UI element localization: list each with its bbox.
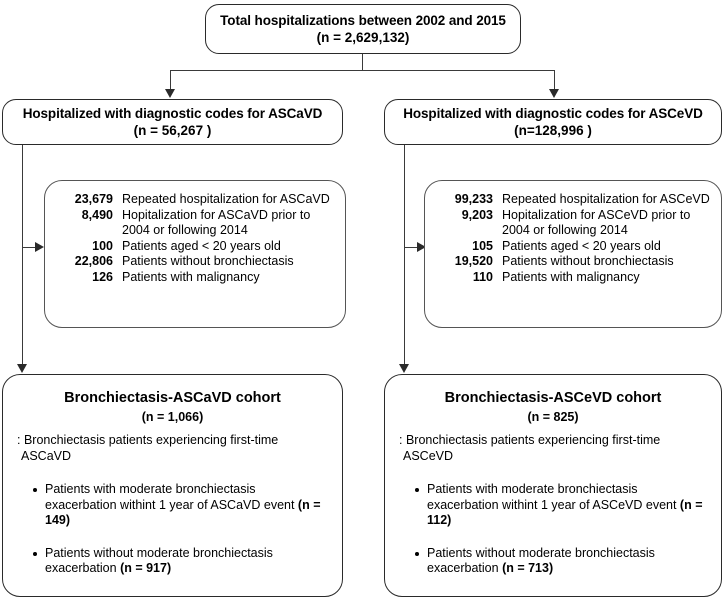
exclusion-row — [431, 270, 711, 286]
connector-top-crossbar — [170, 70, 554, 71]
exclusion-count: 23,679 — [74, 192, 113, 206]
list-item — [45, 546, 328, 577]
exclusion-count: 126 — [92, 269, 113, 284]
ascevd-cohort-bullets — [399, 482, 707, 577]
exclusion-count: 100 — [92, 238, 113, 253]
connector-left-spine — [22, 145, 23, 365]
list-item — [45, 482, 328, 529]
exclusion-count: 99,233 — [454, 192, 493, 206]
bullet-count: (n = 149) — [45, 497, 321, 527]
total-hospitalizations-box — [205, 4, 521, 54]
ascavd-cohort-content — [3, 389, 342, 577]
exclusion-row — [431, 192, 711, 208]
total-hospitalizations-count: (n = 2,629,132) — [316, 29, 410, 45]
arrow-to-left-branch — [165, 89, 175, 98]
ascevd-cohort-title: Bronchiectasis-ASCeVD cohort — [444, 390, 662, 406]
bullet-dot-icon — [33, 488, 37, 492]
bullet-dot-icon — [415, 552, 419, 556]
connector-right-to-exclusions — [404, 247, 418, 248]
exclusion-reason: Repeated hospitalization for ASCaVD — [122, 192, 330, 206]
ascavd-cohort-description: : Bronchiectasis patients experiencing first-time ASCaVD — [17, 433, 279, 463]
ascevd-cohort-box — [384, 374, 722, 597]
ascavd-branch-count: (n = 56,267 ) — [133, 122, 212, 138]
exclusion-reason: Patients aged < 20 years old — [502, 238, 661, 253]
ascevd-branch-box — [384, 99, 722, 145]
bullet-text: Patients with moderate bronchiectasis exacerbation withint 1 year of ASCaVD event — [45, 482, 298, 512]
exclusion-row — [431, 208, 711, 239]
exclusion-row — [431, 254, 711, 270]
exclusion-reason: Patients with malignancy — [122, 269, 260, 284]
ascevd-cohort-description: : Bronchiectasis patients experiencing first-time ASCeVD — [399, 433, 661, 463]
ascavd-cohort-title: Bronchiectasis-ASCaVD cohort — [64, 390, 281, 406]
ascevd-branch-title: Hospitalized with diagnostic codes for ASCeVD — [403, 105, 703, 121]
exclusion-reason: Patients without bronchiectasis — [502, 254, 674, 268]
arrow-to-right-cohort — [399, 364, 409, 373]
exclusion-row — [51, 254, 335, 270]
exclusion-reason: Hopitalization for ASCaVD prior to 2004 or following 2014 — [122, 207, 311, 237]
ascavd-branch-box — [2, 99, 343, 145]
connector-top-stem — [362, 54, 363, 71]
exclusion-count: 19,520 — [454, 254, 493, 268]
ascavd-exclusion-list — [45, 192, 345, 285]
bullet-text: Patients without moderate bronchiectasis exacerbation — [45, 545, 273, 575]
arrow-to-right-branch — [549, 89, 559, 98]
exclusion-reason: Patients with malignancy — [502, 269, 640, 284]
bullet-text: Patients with moderate bronchiectasis exacerbation withint 1 year of ASCeVD event — [427, 482, 680, 512]
arrow-to-left-cohort — [17, 364, 27, 373]
bullet-dot-icon — [415, 488, 419, 492]
connector-to-left-branch — [170, 70, 171, 90]
exclusion-row — [51, 239, 335, 255]
bullet-text: Patients without moderate bronchiectasis exacerbation — [427, 545, 655, 575]
ascevd-exclusions-box — [424, 180, 722, 328]
exclusion-row — [51, 270, 335, 286]
ascavd-cohort-box — [2, 374, 343, 597]
exclusion-reason: Patients aged < 20 years old — [122, 238, 281, 253]
ascavd-cohort-count: (n = 1,066) — [141, 410, 204, 424]
exclusion-reason: Hopitalization for ASCeVD prior to 2004 or following 2014 — [502, 207, 691, 237]
ascavd-branch-title: Hospitalized with diagnostic codes for ASCaVD — [22, 105, 323, 121]
exclusion-count: 105 — [472, 238, 493, 253]
bullet-count: (n = 112) — [427, 497, 703, 527]
ascavd-cohort-bullets — [17, 482, 328, 577]
bullet-dot-icon — [33, 552, 37, 556]
bullet-count: (n = 917) — [120, 561, 172, 575]
exclusion-count: 110 — [472, 269, 493, 284]
exclusion-count: 8,490 — [81, 207, 113, 222]
exclusion-count: 22,806 — [74, 254, 113, 268]
exclusion-count: 9,203 — [461, 207, 493, 222]
exclusion-reason: Patients without bronchiectasis — [122, 254, 294, 268]
list-item — [427, 546, 707, 577]
ascevd-branch-count: (n=128,996 ) — [514, 122, 592, 138]
exclusion-row — [431, 239, 711, 255]
exclusion-reason: Repeated hospitalization for ASCeVD — [502, 192, 710, 206]
connector-right-spine — [404, 145, 405, 365]
connector-to-right-branch — [554, 70, 555, 90]
list-item — [427, 482, 707, 529]
exclusion-row — [51, 192, 335, 208]
exclusion-row — [51, 208, 335, 239]
ascevd-cohort-count: (n = 825) — [527, 410, 579, 424]
arrow-to-left-exclusions — [35, 242, 44, 252]
bullet-count: (n = 713) — [502, 561, 554, 575]
ascevd-exclusion-list — [425, 192, 721, 285]
total-hospitalizations-title: Total hospitalizations between 2002 and 2015 — [220, 12, 506, 28]
ascevd-cohort-content — [385, 389, 721, 577]
connector-left-to-exclusions — [22, 247, 36, 248]
ascavd-exclusions-box — [44, 180, 346, 328]
